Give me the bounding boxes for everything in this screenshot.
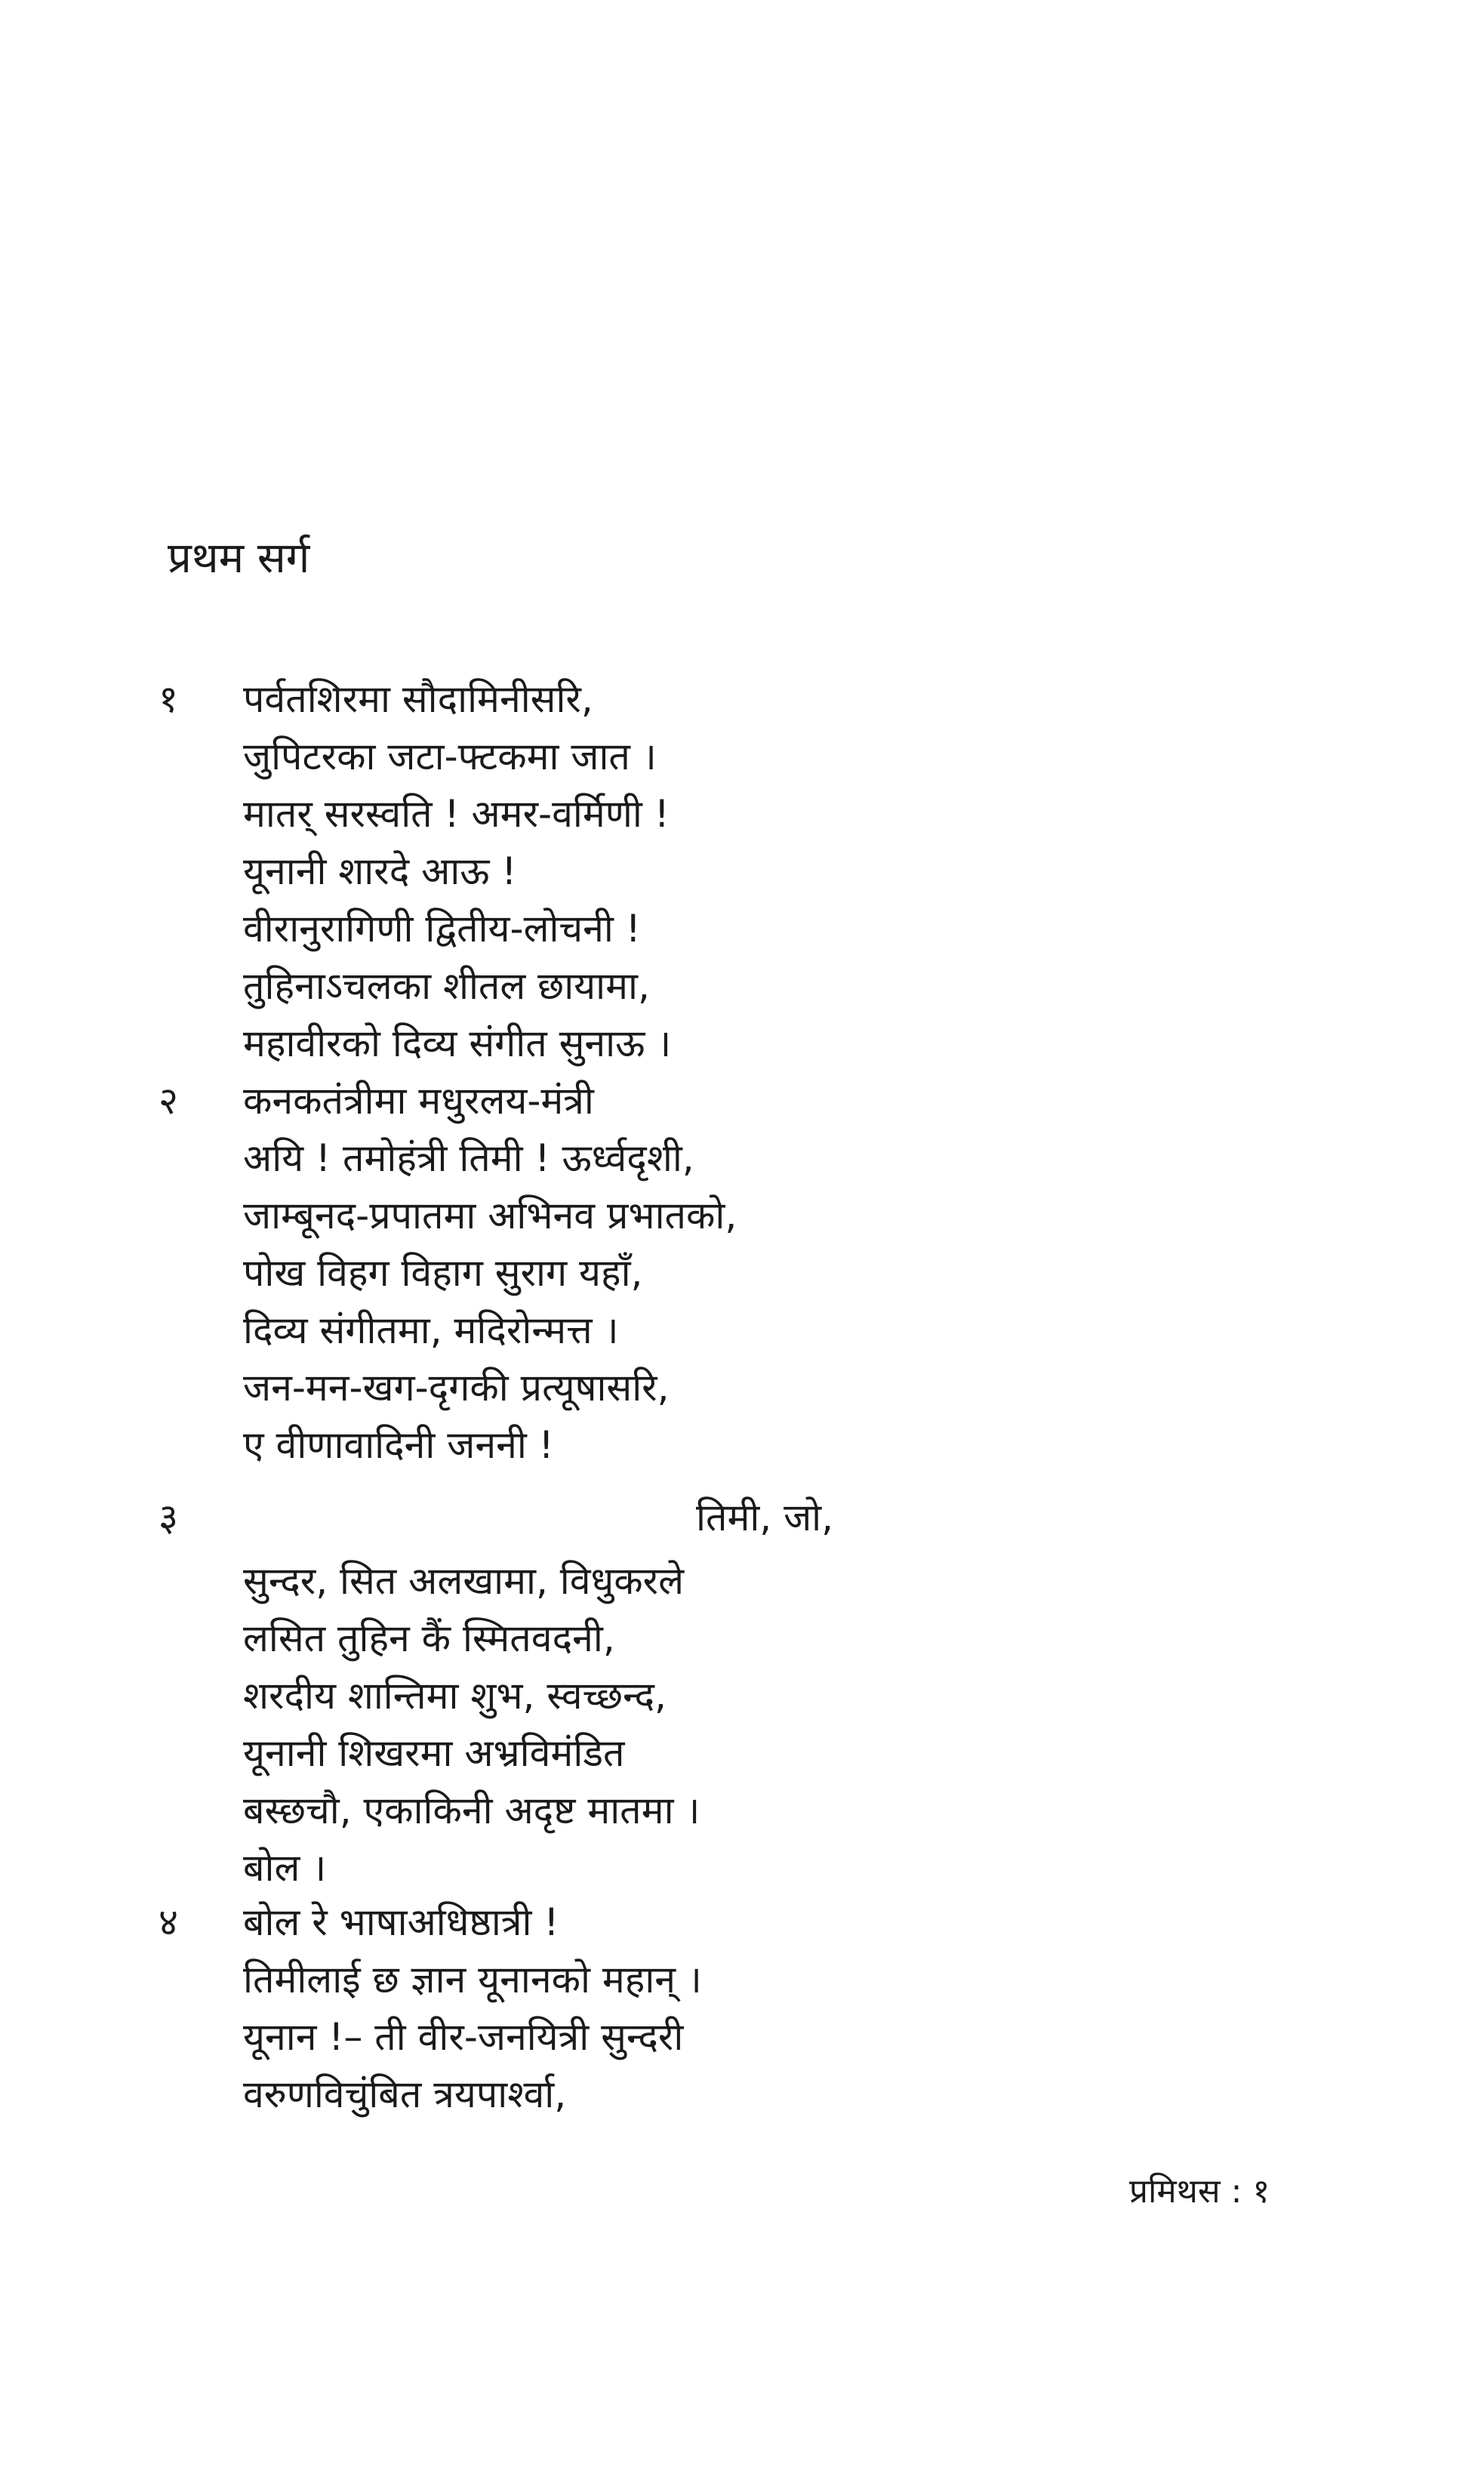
verse-line: कनकतंत्रीमा मधुरलय-मंत्री (243, 1079, 594, 1123)
verse-line: अयि ! तमोहंत्री तिमी ! ऊर्ध्वदृशी, (243, 1136, 694, 1180)
verse-line: पोख विहग विहाग सुराग यहाँ, (243, 1251, 643, 1295)
verse-line: ए वीणावादिनी जननी ! (243, 1423, 554, 1467)
stanza-number: १ (159, 677, 178, 721)
verse-line: बोल । (243, 1846, 327, 1890)
verse-line: यूनानी शिखरमा अभ्रविमंडित (243, 1731, 625, 1775)
page-number: १ (1252, 2172, 1270, 2211)
verse-line: जाम्बूनद-प्रपातमा अभिनव प्रभातको, (243, 1194, 737, 1237)
page-footer (1129, 2165, 1270, 2218)
verse-line: दिव्य संगीतमा, मदिरोन्मत्त । (243, 1308, 619, 1352)
stanza-number: ३ (159, 1496, 178, 1539)
verse-line: बस्छचौ, एकाकिनी अदृष्ट मातमा । (243, 1789, 700, 1832)
book-title: प्रमिथस (1129, 2172, 1221, 2211)
verse-line: सुन्दर, सित अलखामा, विधुकरले (243, 1559, 685, 1603)
stanza-number: २ (159, 1079, 178, 1123)
verse-line: जन-मन-खग-दृगकी प्रत्यूषासरि, (243, 1366, 670, 1410)
verse-line: यूनानी शारदे आऊ ! (243, 849, 517, 893)
verse-line: पर्वतशिरमा सौदामिनीसरि, (243, 677, 593, 721)
verse-line: तुहिनाऽचलका शीतल छायामा, (243, 964, 650, 1008)
verse-line: शरदीय शान्तिमा शुभ, स्वच्छन्द, (243, 1674, 667, 1718)
verse-line: यूनान !– ती वीर-जनयित्री सुन्दरी (243, 2015, 684, 2059)
verse-line: बोल रे भाषाअधिष्ठात्री ! (243, 1900, 559, 1944)
verse-line: महावीरको दिव्य संगीत सुनाऊ । (243, 1022, 672, 1065)
verse-line: तिमी, जो, (696, 1496, 834, 1539)
verse-line: वरुणविचुंबित त्रयपार्श्वा, (243, 2072, 567, 2116)
verse-line: लसित तुहिन कैं स्मितवदनी, (243, 1616, 615, 1660)
page-title: प्रथम सर्ग (168, 534, 310, 583)
verse-line: जुपिटरका जटा-फ्टकमा जात । (243, 735, 657, 778)
verse-line: मातर् सरस्वति ! अमर-वर्मिणी ! (243, 792, 670, 836)
verse-line: वीरानुरागिणी द्वितीय-लोचनी ! (243, 907, 641, 951)
stanza-number: ४ (159, 1900, 178, 1944)
verse-line: तिमीलाई छ ज्ञान यूनानको महान् । (243, 1958, 702, 2002)
footer-separator: : (1220, 2172, 1253, 2211)
